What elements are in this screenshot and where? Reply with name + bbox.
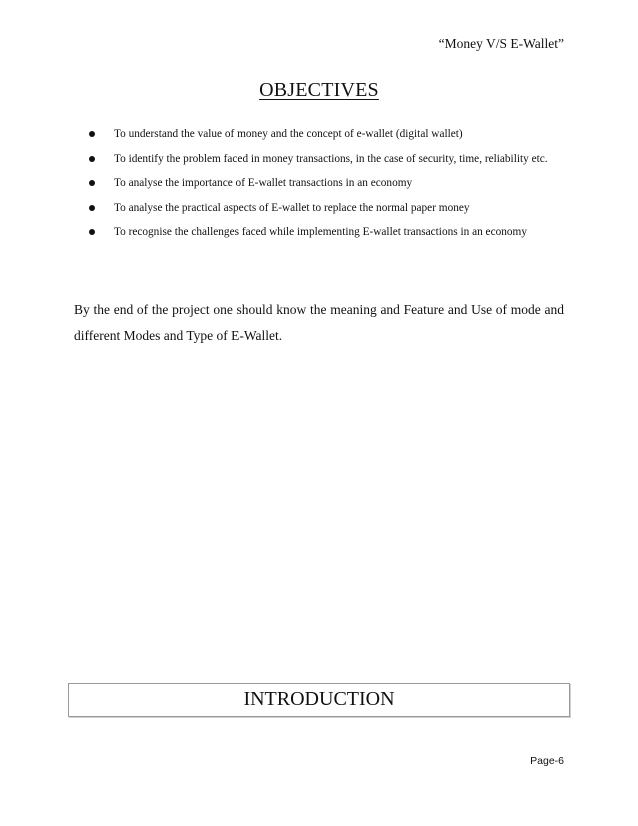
list-item — [89, 222, 564, 244]
list-item — [89, 149, 564, 171]
document-title: “Money V/S E-Wallet” — [438, 36, 564, 51]
objective-text: To understand the value of money and the concept of e-wallet (digital wallet) — [114, 128, 463, 140]
bullet-icon — [89, 180, 95, 186]
page-number: Page-6 — [530, 755, 564, 767]
objective-text: To analyse the practical aspects of E-wallet to replace the normal paper money — [114, 201, 470, 214]
list-item — [89, 173, 564, 195]
objective-text: To identify the problem faced in money transactions, in the case of security, time, reliability etc. — [114, 152, 548, 165]
bullet-icon — [89, 229, 95, 235]
summary-paragraph: By the end of the project one should know the meaning and Feature and Use of mode and different Modes and Type of E-Wallet. — [74, 302, 564, 343]
objective-text: To recognise the challenges faced while implementing E-wallet transactions in an economy — [114, 226, 527, 238]
bullet-icon — [89, 205, 95, 211]
introduction-heading-box — [68, 683, 570, 717]
objectives-list — [89, 124, 564, 247]
objectives-heading — [0, 79, 638, 102]
objectives-heading-text: OBJECTIVES — [259, 79, 379, 101]
list-item — [89, 124, 564, 146]
objective-text: To analyse the importance of E-wallet transactions in an economy — [114, 177, 413, 189]
list-item — [89, 198, 564, 220]
introduction-heading: INTRODUCTION — [243, 688, 395, 710]
bullet-icon — [89, 156, 95, 162]
bullet-icon — [89, 131, 95, 137]
